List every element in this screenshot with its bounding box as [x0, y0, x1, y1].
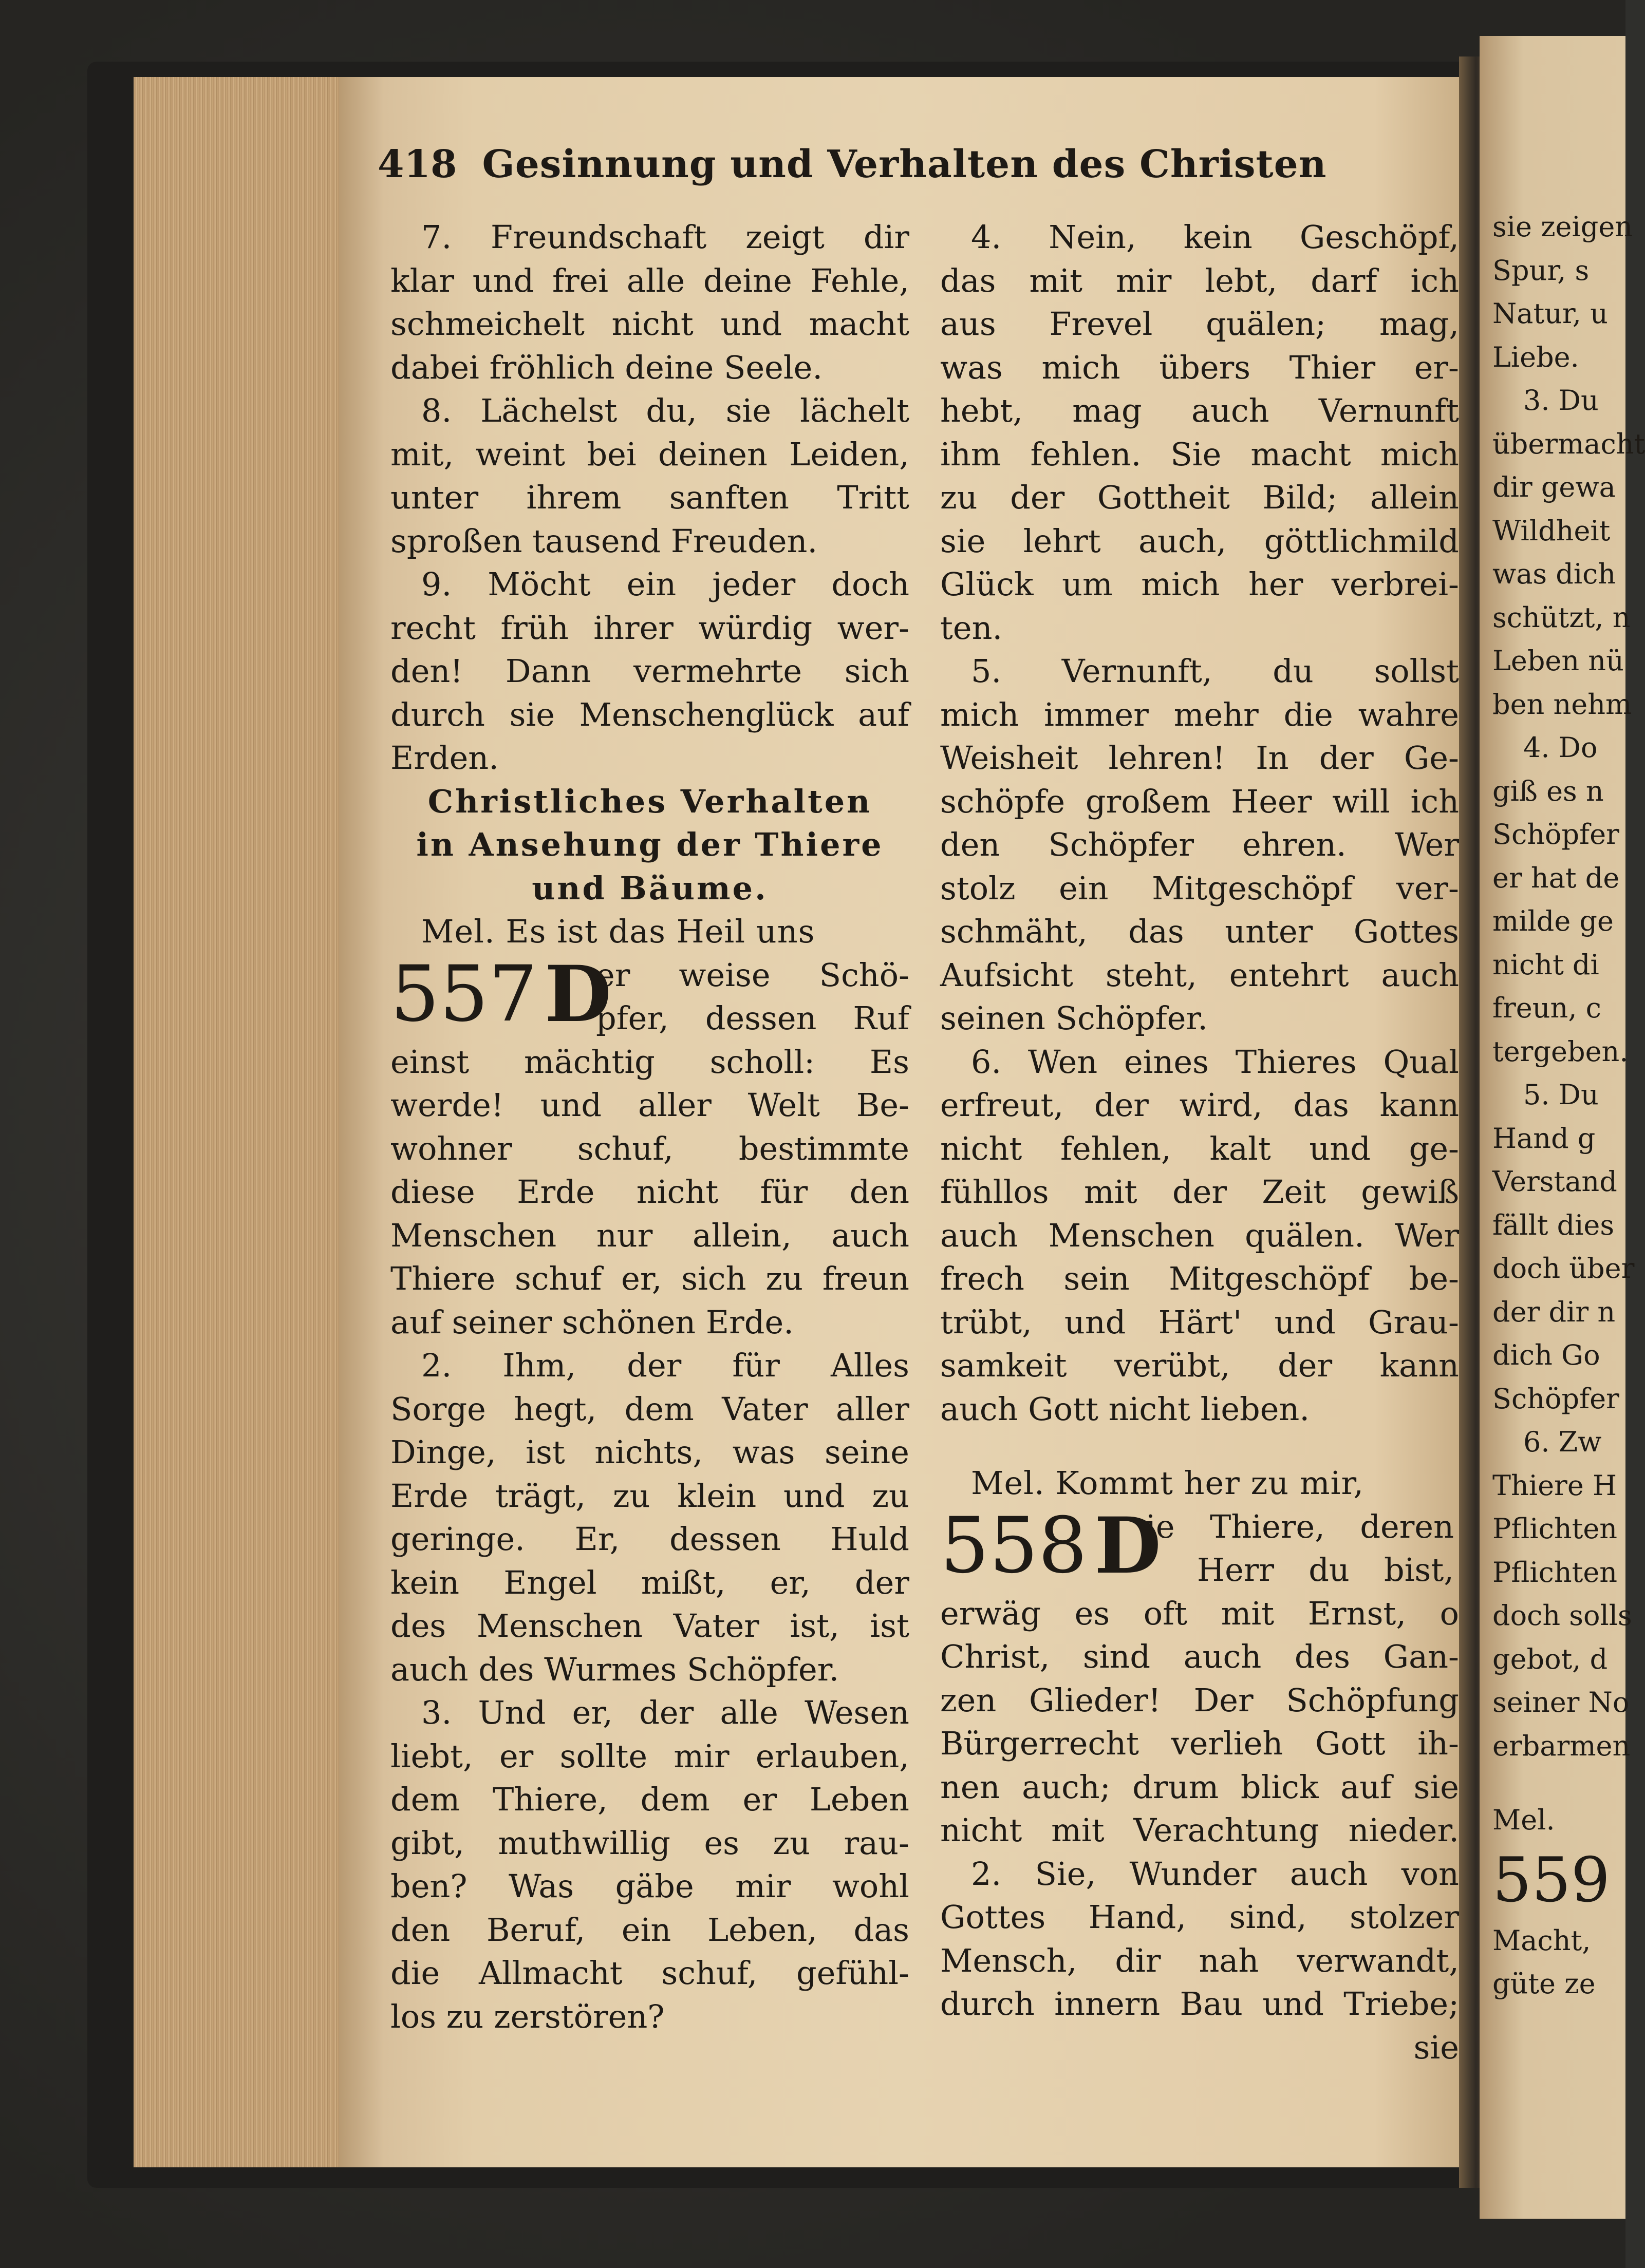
text-line: den! Dann vermehrte sich: [390, 652, 909, 690]
facing-text-line: freun, c: [1492, 992, 1601, 1024]
facing-text-line: Schöpfer: [1492, 1382, 1619, 1415]
facing-text-line: giß es n: [1492, 774, 1604, 807]
facing-text-line: 4. Do: [1523, 731, 1598, 764]
text-line: Mensch, dir nah verwandt,: [940, 1941, 1459, 1979]
section-heading: [390, 780, 909, 911]
facing-text-line: fällt dies: [1492, 1208, 1615, 1241]
text-line: Menschen nur allein, auch: [390, 1216, 909, 1254]
text-line: dem Thiere, dem er Leben: [390, 1781, 909, 1818]
facing-hymn-number: 559: [1492, 1844, 1611, 1916]
text-line: wohner schuf, bestimmte: [390, 1129, 909, 1167]
text-line: zu der Gottheit Bild; allein: [940, 479, 1459, 516]
facing-text-line: 3. Du: [1523, 384, 1599, 417]
text-line: sie lehrt auch, göttlichmild: [940, 522, 1459, 560]
text-line: 6. Wen eines Thieres Qual: [971, 1043, 1459, 1081]
facing-lines-b: [1492, 1919, 1625, 2006]
facing-melody: Mel.: [1492, 1804, 1555, 1836]
drop-initial: D: [1094, 1500, 1162, 1591]
text-line: 3. Und er, der alle Wesen: [421, 1694, 909, 1731]
text-line: nicht fehlen, kalt und ge-: [940, 1129, 1459, 1167]
facing-text-line: Natur, u: [1492, 297, 1608, 330]
facing-page-column: [1492, 205, 1645, 2157]
text-line: die Allmacht schuf, gefühl-: [390, 1954, 909, 1992]
text-line: auch des Wurmes Schöpfer.: [390, 1650, 839, 1688]
left-text-column: [390, 216, 909, 2116]
text-line: liebt, er sollte mir erlauben,: [390, 1737, 909, 1775]
text-line: sproßen tausend Freuden.: [390, 522, 818, 560]
facing-text-line: Verstand: [1492, 1165, 1617, 1198]
running-title: Gesinnung und Verhalten des Christen: [482, 142, 1327, 186]
text-line: ihm fehlen. Sie macht mich: [940, 435, 1459, 473]
text-line: auch Gott nicht lieben.: [940, 1390, 1310, 1428]
facing-text-line: dich Go: [1492, 1339, 1600, 1371]
text-line: auf seiner schönen Erde.: [390, 1303, 794, 1341]
text-line: Sorge hegt, dem Vater aller: [390, 1390, 909, 1428]
facing-text-line: tergeben.: [1492, 1035, 1629, 1068]
spacer: [1492, 1768, 1625, 1799]
text-line: samkeit verübt, der kann: [940, 1347, 1459, 1384]
text-line: Dinge, ist nichts, was seine: [390, 1433, 909, 1471]
spacer: [940, 1431, 1459, 1462]
text-line: 9. Möcht ein jeder doch: [421, 565, 909, 603]
text-line: einst mächtig scholl: Es: [390, 1043, 909, 1081]
text-line: Weisheit lehren! In der Ge-: [940, 739, 1459, 777]
hymn-number: 558: [940, 1501, 1088, 1591]
text-line: werde! und aller Welt Be-: [390, 1086, 909, 1124]
text-line: den Beruf, ein Leben, das: [390, 1911, 909, 1949]
text-line: auch Menschen quälen. Wer: [940, 1216, 1459, 1254]
facing-text-line: doch solls: [1492, 1599, 1632, 1632]
text-line: nen auch; drum blick auf sie: [940, 1768, 1459, 1806]
facing-text-line: Pflichten: [1492, 1513, 1618, 1545]
facing-text-line: übermacht: [1492, 427, 1645, 460]
left-lines-a: [390, 216, 909, 780]
text-line: gibt, muthwillig es zu rau-: [390, 1824, 909, 1862]
text-line: stolz ein Mitgeschöpf ver-: [940, 869, 1459, 907]
text-line: dabei fröhlich deine Seele.: [390, 348, 823, 386]
text-line: schmeichelt nicht und macht: [390, 305, 909, 343]
facing-lines-a: [1492, 205, 1645, 1768]
text-line: erwäg es oft mit Ernst, o: [940, 1594, 1459, 1632]
text-line: des Menschen Vater ist, ist: [390, 1607, 909, 1645]
text-line: aus Frevel quälen; mag,: [940, 305, 1459, 343]
text-line: recht früh ihrer würdig wer-: [390, 609, 909, 647]
hymn-557-opening: [390, 949, 909, 1041]
text-line: erfreut, der wird, das kann: [940, 1086, 1459, 1124]
facing-text-line: er hat de: [1492, 861, 1620, 894]
text-line: 8. Lächelst du, sie lächelt: [421, 392, 909, 429]
facing-text-line: Thiere H: [1492, 1469, 1617, 1502]
text-line: geringe. Er, dessen Huld: [390, 1520, 909, 1558]
facing-text-line: seiner No: [1492, 1686, 1630, 1718]
hymn-second-line: pfer, dessen Ruf: [596, 999, 909, 1037]
heading-line: Christliches Verhalten: [427, 782, 872, 820]
text-line: das mit mir lebt, darf ich: [940, 261, 1459, 299]
facing-text-line: 6. Zw: [1523, 1426, 1602, 1458]
facing-text-line: milde ge: [1492, 905, 1614, 937]
text-line: hebt, mag auch Vernunft: [940, 392, 1459, 429]
text-line: Erde trägt, zu klein und zu: [390, 1477, 909, 1515]
text-line: unter ihrem sanften Tritt: [390, 479, 909, 516]
text-line: Erden.: [390, 739, 499, 777]
facing-text-line: 5. Du: [1523, 1079, 1599, 1111]
hymn-558-opening: [940, 1500, 1459, 1592]
text-line: 4. Nein, kein Geschöpf,: [971, 218, 1459, 256]
text-line: fühllos mit der Zeit gewiß: [940, 1173, 1459, 1211]
page-number: 418: [378, 142, 457, 186]
heading-line: und Bäume.: [532, 869, 768, 907]
text-line: Glück um mich her verbrei-: [940, 565, 1459, 603]
catchword: sie: [1413, 2028, 1459, 2066]
facing-text-line: schützt, n: [1492, 601, 1631, 634]
text-line: ten.: [940, 609, 1003, 647]
text-line: 7. Freundschaft zeigt dir: [421, 218, 909, 256]
text-line: 2. Ihm, der für Alles: [421, 1347, 909, 1384]
facing-text-line: sie zeigen: [1492, 211, 1633, 243]
right-lines-b: [940, 1592, 1459, 2026]
text-line: mich immer mehr die wahre: [940, 695, 1459, 733]
text-line: schöpfe großem Heer will ich: [940, 782, 1459, 820]
facing-text-line: güte ze: [1492, 1968, 1596, 2000]
heading-line: in Ansehung der Thiere: [416, 826, 884, 863]
text-line: trübt, und Härt' und Grau-: [940, 1303, 1459, 1341]
text-line: 2. Sie, Wunder auch von: [971, 1855, 1459, 1893]
text-line: den Schöpfer ehren. Wer: [940, 826, 1459, 863]
facing-text-line: erbarmen: [1492, 1729, 1631, 1762]
text-line: was mich übers Thier er-: [940, 348, 1459, 386]
text-line: Bürgerrecht verlieh Gott ih-: [940, 1725, 1459, 1762]
text-line: ben? Was gäbe mir wohl: [390, 1867, 909, 1905]
facing-text-line: Schöpfer: [1492, 818, 1619, 850]
facing-text-line: was dich: [1492, 558, 1616, 590]
facing-text-line: Leben nü: [1492, 645, 1624, 677]
text-line: los zu zerstören?: [390, 1997, 665, 2035]
melody-line: Mel. Kommt her zu mir,: [971, 1464, 1364, 1502]
facing-text-line: Macht,: [1492, 1924, 1591, 1957]
text-line: 5. Vernunft, du sollst: [971, 652, 1459, 690]
text-line: seinen Schöpfer.: [940, 999, 1208, 1037]
text-line: mit, weint bei deinen Leiden,: [390, 435, 909, 473]
facing-text-line: Wildheit: [1492, 514, 1611, 547]
left-lines-b: [390, 1041, 909, 2039]
page-edges: [134, 77, 349, 2167]
right-lines-a: [940, 216, 1459, 1431]
hymn-number: 557: [390, 949, 538, 1039]
text-line: Aufsicht steht, entehrt auch: [940, 956, 1459, 994]
facing-text-line: Hand g: [1492, 1122, 1596, 1155]
facing-text-line: ben nehm: [1492, 688, 1632, 721]
text-line: Gottes Hand, sind, stolzer: [940, 1898, 1459, 1936]
text-line: Christ, sind auch des Gan-: [940, 1638, 1459, 1675]
facing-text-line: Spur, s: [1492, 254, 1590, 287]
facing-text-line: der dir n: [1492, 1295, 1616, 1328]
hymn-first-line: ie Thiere, deren: [1146, 1507, 1454, 1545]
text-line: durch innern Bau und Triebe;: [940, 1985, 1459, 2023]
text-line: durch sie Menschenglück auf: [390, 695, 909, 733]
text-line: frech sein Mitgeschöpf be-: [940, 1260, 1459, 1297]
facing-text-line: dir gewa: [1492, 471, 1616, 503]
text-line: klar und frei alle deine Fehle,: [390, 261, 909, 299]
text-line: nicht mit Verachtung nieder.: [940, 1811, 1459, 1849]
drop-initial: D: [545, 949, 612, 1040]
page-header: [378, 136, 1327, 193]
facing-text-line: doch über: [1492, 1252, 1635, 1284]
facing-text-line: nicht di: [1492, 948, 1599, 981]
text-line: zen Glieder! Der Schöpfung: [940, 1681, 1459, 1719]
right-text-column: [940, 216, 1459, 2116]
text-line: schmäht, das unter Gottes: [940, 913, 1459, 950]
facing-text-line: Liebe.: [1492, 341, 1579, 373]
text-line: Thiere schuf er, sich zu freun: [390, 1260, 909, 1297]
text-line: kein Engel mißt, er, der: [390, 1563, 909, 1601]
hymn-second-line: Herr du bist,: [1197, 1551, 1454, 1589]
melody-line: Mel. Es ist das Heil uns: [421, 913, 815, 950]
hymn-first-line: er weise Schö-: [596, 956, 909, 994]
text-line: diese Erde nicht für den: [390, 1173, 909, 1211]
facing-text-line: Pflichten: [1492, 1556, 1618, 1589]
facing-text-line: gebot, d: [1492, 1642, 1608, 1675]
